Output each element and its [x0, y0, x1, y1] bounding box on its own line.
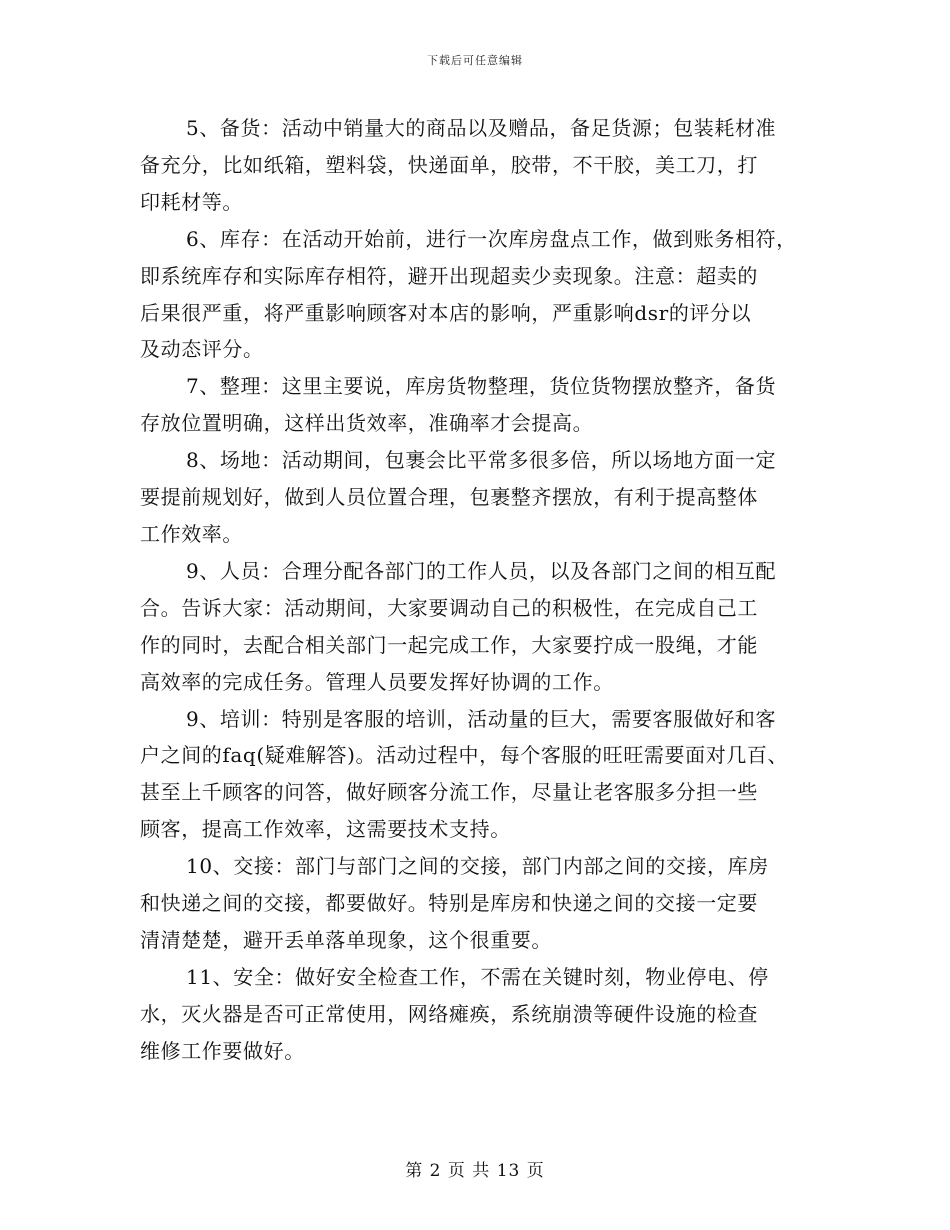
- paragraph-line: 及动态评分。: [140, 337, 264, 362]
- paragraph-safety: [140, 959, 815, 1070]
- paragraph-line: 即系统库存和实际库存相符，避开出现超卖少卖现象。注意：超卖的: [140, 263, 758, 288]
- paragraph-line: 和快递之间的交接，都要做好。特别是库房和快递之间的交接一定要: [140, 891, 758, 916]
- paragraph-line: 维修工作要做好。: [140, 1038, 305, 1063]
- paragraph-venue: [140, 442, 815, 553]
- paragraph-line: 5、备货：活动中销量大的商品以及赠品，备足货源；包装耗材准: [186, 116, 777, 140]
- paragraph-line: 高效率的完成任务。管理人员要发挥好协调的工作。: [140, 669, 614, 694]
- paragraph-organizing: [140, 368, 815, 442]
- paragraph-line: 9、人员：合理分配各部门的工作人员，以及各部门之间的相互配: [186, 558, 777, 583]
- document-body: [140, 110, 815, 1070]
- paragraph-training: [140, 701, 815, 849]
- paragraph-inventory: [140, 221, 815, 369]
- paragraph-line: 合。告诉大家：活动期间，大家要调动自己的积极性，在完成自己工: [140, 595, 758, 620]
- paragraph-line: 7、整理：这里主要说，库房货物整理，货位货物摆放整齐，备货: [186, 374, 777, 399]
- paragraph-line: 水，灭火器是否可正常使用，网络瘫痪，系统崩溃等硬件设施的检查: [140, 1001, 758, 1026]
- paragraph-line: 要提前规划好，做到人员位置合理，包裹整齐摆放，有利于提高整体: [140, 485, 758, 510]
- paragraph-line: 甚至上千顾客的问答，做好顾客分流工作，尽量让老客服多分担一些: [140, 780, 758, 805]
- paragraph-line: 后果很严重，将严重影响顾客对本店的影响，严重影响dsr的评分以: [140, 300, 752, 325]
- paragraph-staff: [140, 553, 815, 701]
- page-number-footer: 第 2 页 共 13 页: [405, 1161, 545, 1181]
- page-header: 下载后可任意编辑: [427, 54, 523, 67]
- paragraph-line: 9、培训：特别是客服的培训，活动量的巨大，需要客服做好和客: [186, 706, 777, 731]
- paragraph-line: 备充分，比如纸箱，塑料袋，快递面单，胶带，不干胶，美工刀，打: [140, 152, 758, 177]
- paragraph-line: 存放位置明确，这样出货效率，准确率才会提高。: [140, 411, 594, 436]
- paragraph-line: 6、库存：在活动开始前，进行一次库房盘点工作，做到账务相符，: [186, 226, 797, 251]
- paragraph-line: 作的同时，去配合相关部门一起完成工作，大家要拧成一股绳，才能: [140, 632, 758, 657]
- paragraph-line: 清清楚楚，避开丢单落单现象，这个很重要。: [140, 927, 552, 952]
- paragraph-line: 10、交接：部门与部门之间的交接，部门内部之间的交接，库房: [186, 854, 769, 879]
- paragraph-line: 8、场地：活动期间，包裹会比平常多很多倍，所以场地方面一定: [186, 448, 777, 473]
- paragraph-line: 11、安全：做好安全检查工作，不需在关键时刻，物业停电、停: [186, 964, 769, 989]
- paragraph-line: 工作效率。: [140, 521, 243, 546]
- paragraph-stocking: [140, 110, 815, 221]
- paragraph-line: 顾客，提高工作效率，这需要技术支持。: [140, 817, 511, 842]
- paragraph-line: 户之间的faq(疑难解答)。活动过程中，每个客服的旺旺需要面对几百、: [140, 743, 789, 768]
- paragraph-handover: [140, 848, 815, 959]
- paragraph-line: 印耗材等。: [140, 189, 243, 214]
